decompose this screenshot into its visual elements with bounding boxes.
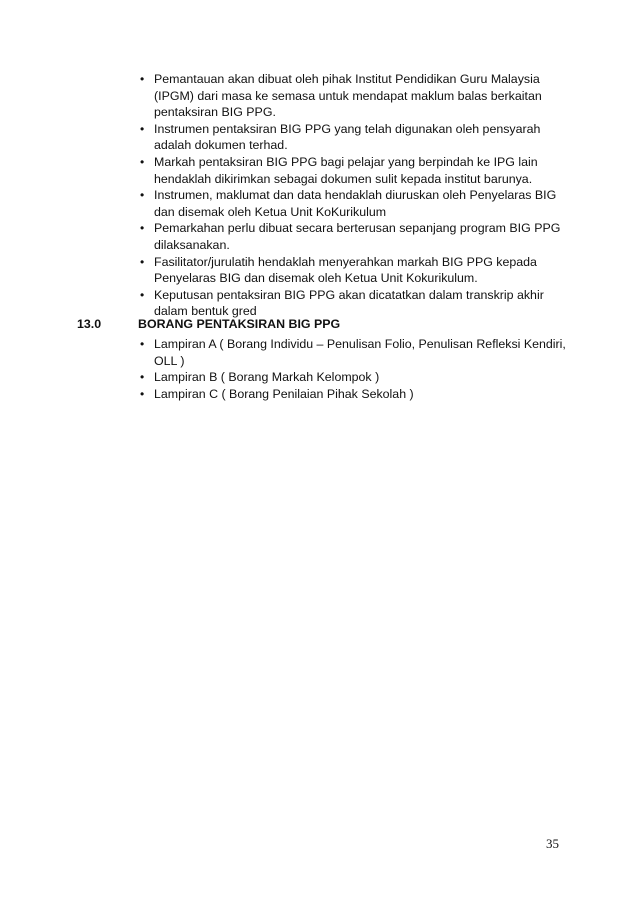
bullet-icon: • [140,221,145,236]
page-number: 35 [546,836,559,851]
list-item [138,386,568,403]
list-item [138,369,568,386]
bullet-icon: • [140,154,145,169]
list-item-text: Instrumen pentaksiran BIG PPG yang telah digunakan oleh pensyarah adalah dokumen terhad. [154,121,541,153]
bullet-icon: • [140,121,145,136]
bullet-icon: • [140,287,145,302]
list-item-text: Instrumen, maklumat dan data hendaklah diuruskan oleh Penyelaras BIG dan disemak oleh Ketua Unit KoKurikulum [154,188,557,219]
monitoring-bullet-list [138,71,568,320]
list-item [138,154,568,187]
list-item-text: Fasilitator/jurulatih hendaklah menyerahkan markah BIG PPG kepada Penyelaras BIG dan disemak oleh Ketua Unit Kokurikulum. [154,254,537,286]
list-item-text: Markah pentaksiran BIG PPG bagi pelajar yang berpindah ke IPG lain hendaklah dikirimkan sebagai dokumen sulit kepada institut barunya. [154,154,538,186]
list-item [138,287,568,320]
list-item [138,336,568,369]
bullet-icon: • [140,254,145,269]
list-item-text: Keputusan pentaksiran BIG PPG akan dicatatkan dalam transkrip akhir dalam bentuk gred [154,287,544,319]
list-item [138,187,568,220]
list-item-text: Pemantauan akan dibuat oleh pihak Institut Pendidikan Guru Malaysia (IPGM) dari masa ke semasa untuk mendapat maklum balas berkaitan pentaksiran BIG PPG. [154,72,542,120]
bullet-icon: • [140,370,145,385]
section-number: 13.0 [77,317,102,331]
forms-bullet-list [138,336,568,402]
bullet-icon: • [140,72,145,86]
bullet-icon: • [140,386,145,401]
bullet-icon: • [140,337,145,351]
bullet-icon: • [140,188,145,203]
list-item [138,71,568,121]
list-item [138,254,568,287]
section-title: BORANG PENTAKSIRAN BIG PPG [138,317,341,331]
list-item-text: Lampiran C ( Borang Penilaian Pihak Sekolah ) [154,386,414,401]
list-item [138,220,568,253]
list-item-text: Lampiran A ( Borang Individu – Penulisan Folio, Penulisan Refleksi Kendiri, OLL ) [154,337,566,368]
list-item [138,121,568,154]
list-item-text: Pemarkahan perlu dibuat secara berterusan sepanjang program BIG PPG dilaksanakan. [154,221,561,252]
list-item-text: Lampiran B ( Borang Markah Kelompok ) [154,370,380,385]
